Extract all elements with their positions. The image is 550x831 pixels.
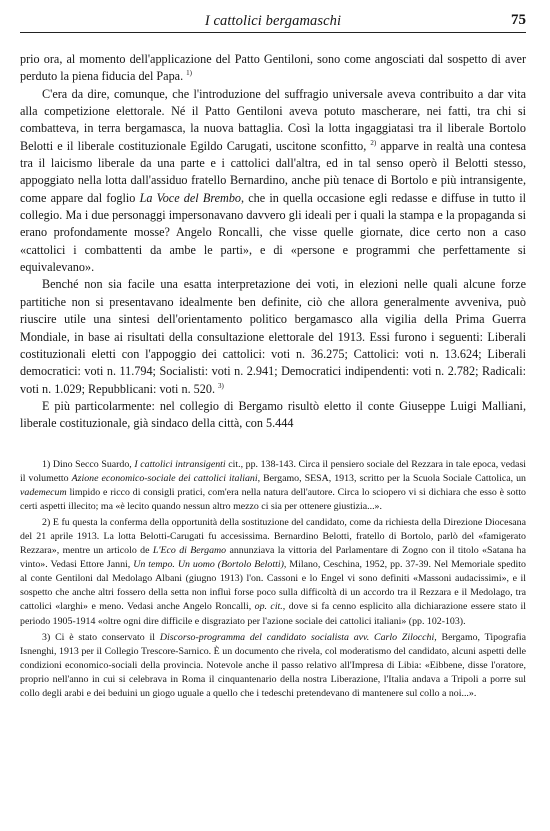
page-number: 75 (511, 12, 526, 28)
footnote-ref-3: 3) (218, 381, 224, 390)
footnote-1-title-2: Azione economico-sociale dei cattolici italiani (71, 473, 258, 485)
paragraph-4 (20, 398, 526, 433)
footnotes (20, 458, 526, 703)
footnote-3 (20, 631, 526, 701)
page-header (20, 4, 526, 33)
paragraph-2-text-c: , che in quella occasione egli redasse e diffuse in tutto il collegio. Ma i due personaggi impersonavano davvero gli ideali per i quali la stampa e la propaganda si erano profondamente mosse? Angelo Roncalli, che visse quelle giornate, dice certo non a caso «cattolici i combattenti da ambe le parti», e di «persone e programmi che perfettamente si equivalevano». (20, 190, 526, 275)
footnote-2-author: Ettore Janni, (79, 559, 131, 571)
footnote-2-newspaper: L'Eco di Bergamo (152, 545, 227, 557)
footnote-2-number: 2) (42, 517, 51, 529)
footnote-2 (20, 516, 526, 628)
main-text (20, 51, 526, 433)
paragraph-2-text-a: C'era da dire, comunque, che l'introduzione del suffragio universale aveva contribuito a dar vita alla competizione elettorale. Né il Patto Gentiloni aveva potuto mascherare, nei fatti, tra chi si combatteva, in terra bergamasca, la nuova battaglia. Così la lotta ingaggiatasi tra il liberale Bortolo Belotti e il liberale costituzionale Egildo Carugati, uscitone sconfitto, (20, 86, 526, 153)
footnote-2-text-a: E fu questa la conferma della opportunità della sostituzione del candidato, come da richiesta della Direzione Diocesana del 21 aprile 1913. La lotta Belotti-Carugati fu accesissima. Bernardino Belotti, fratello di Bortolo, parlò del «famigerato Rezzara», mentre un articolo de (20, 517, 526, 557)
paragraph-2 (20, 86, 526, 277)
footnote-1-title: I cattolici intransigenti (134, 459, 226, 470)
footnote-1-vademecum: vademecum (20, 487, 67, 499)
footnote-2-opcit: op. cit. (251, 601, 283, 613)
paragraph-1-text: prio ora, al momento dell'applicazione del Patto Gentiloni, sono come angosciati dal sospetto di aver perduto la piena fiducia del Papa. (20, 52, 526, 84)
paragraph-3-text: Benché non sia facile una esatta interpretazione dei voti, in elezioni nelle quali alcune forze partitiche non si presentavano idealmente ben definite, ciò che allora generalmente avveniva, può riuscire utile una sintesi dell'orientamento politico bergamasco alla vigilia della Prima Guerra Mondiale, in base ai risultati della consultazione elettorale del 1913. Essi furono i seguenti: Liberali costituzionali eletti con l'appoggio dei cattolici: voti n. 36.275; Cattolici: voti n. 13.624; Liberali democratici: voti n. 11.794; Socialisti: voti n. 2.941; Democratici indipendenti: voti n. 2.782; Radicali: voti n. 1.029; Repubblicani: voti n. 520. (20, 277, 526, 396)
paragraph-4-text: E più particolarmente: nel collegio di Bergamo risultò eletto il conte Giuseppe Luigi Malliani, liberale costituzionale, già sindaco della città, con 5.444 (20, 398, 526, 431)
paragraph-2-text-b: apparve in realtà una contesa tra il laicismo liberale da una parte e i cattolici dall'altra, ed in tal senso operò il Belotti stesso, appoggiato nella lotta dall'assiduo fratello Bernardino, anche più tenace di Bortolo e più intransigente, come appare dal foglio (20, 138, 527, 205)
journal-title: La Voce del Brembo (139, 190, 242, 205)
footnote-1-number: 1) (42, 459, 51, 470)
footnote-ref-2: 2) (370, 138, 377, 147)
footnote-3-number: 3) (42, 631, 51, 643)
footnote-2-title: Un tempo. Un uomo (Bortolo Belotti) (130, 559, 284, 571)
footnote-1-text-c: limpido e ricco di consigli pratici, com'era nella natura dell'autore. Circa lo sciopero vi si dichiara che esso è sotto certi aspetti illecito; ma «è lecito quando nessun altro mezzo ci sia per ottenere giustizia...». (20, 487, 526, 513)
paragraph-3 (20, 276, 526, 397)
footnote-2-author-2: Angelo Roncalli, (182, 601, 252, 613)
footnote-2-text-d: , dove si fa cenno esplicito alla dichiarazione essere stato il periodo 1905-1914 «oltre ogni dire difficile e disgraziato per l'azione sociale dei cattolici italiani» (pp. 102-103). (20, 601, 527, 627)
footnote-3-title: Discorso-programma del candidato socialista avv. Carlo Zilocchi (159, 631, 435, 643)
footnote-1-text-a: cit., pp. 138-143. Circa il pensiero sociale del Rezzara in tale epoca, vedasi il volumetto (20, 459, 527, 485)
running-title: I cattolici bergamaschi (204, 13, 342, 29)
footnote-3-text-b: , Bergamo, Tipografia Isnenghi, 1913 per il Collegio Trescore-Sarnico. È un documento che rivela, col moderatismo del candidato, alcuni aspetti delle condizioni economico-sociali della provincia. Notevole anche il passo relativo all'Impresa di Libia: «Eibbene, disse l'oratore, proprio nell'anno in cui si celebrava in Roma il cinquantenario della nostra Liberazione, l'Italia andava a Tripoli a porre sul collo degli arabi e dei beduini un giogo uguale a quello che i tedeschi pretendevano di mantenere sul collo a noi...». (20, 631, 527, 699)
paragraph-1 (20, 51, 526, 86)
footnote-1-text-b: , Bergamo, SESA, 1913, scritto per la Scuola Sociale Cattolica, un (257, 473, 526, 485)
footnote-2-text-c: , Milano, Ceschina, 1952, pp. 37-39. Nel Memoriale spedito al conte Gentiloni dal Medolago Albani (giugno 1913) l'on. Cassoni e lo Engel vi sono definiti «Massoni audacissimi», e il sospetto che anche altri fossero della setta non influì forse poco sulla difficoltà di un accordo tra il Rezzara e il Medolago, tra cattolici «larghi» e meno. Vedasi anche (20, 559, 526, 613)
footnote-ref-1: 1) (186, 69, 193, 78)
footnote-1 (20, 458, 526, 514)
footnote-3-text-a: Ci è stato conservato il (55, 631, 160, 643)
footnote-1-author: Dino Secco Suardo, (52, 459, 132, 470)
footnote-2-text-b: annunziava la vittoria del Parlamentare di Zogno con il titolo «Satana ha vinto». Vedasi (20, 545, 527, 571)
